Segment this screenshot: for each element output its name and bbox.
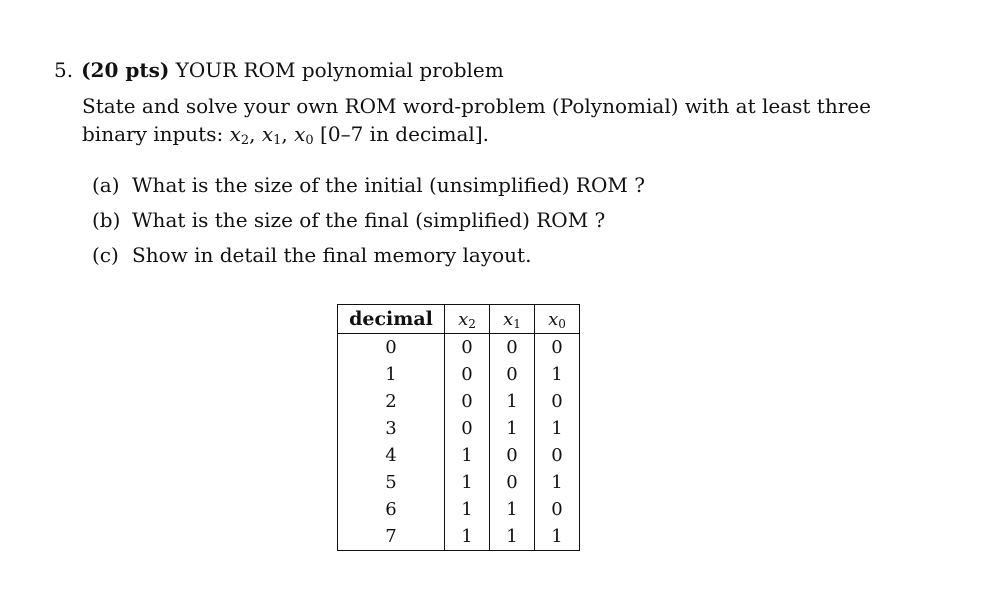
truth-table (337, 304, 580, 551)
truth-table-wrapper (337, 304, 580, 551)
sub-questions (92, 168, 934, 273)
cell-decimal: 6 (338, 496, 445, 523)
problem-number: 5. (54, 58, 74, 82)
cell-x2: 1 (445, 496, 490, 523)
table-row (338, 361, 580, 388)
cell-x0: 1 (535, 415, 580, 442)
sub-question-b (92, 203, 934, 238)
cell-x1: 1 (490, 415, 535, 442)
cell-decimal: 3 (338, 415, 445, 442)
table-header-row (338, 305, 580, 334)
cell-x1: 0 (490, 361, 535, 388)
sub-question-text: What is the size of the final (simplified) ROM ? (132, 208, 606, 232)
cell-x0: 0 (535, 496, 580, 523)
cell-x1: 1 (490, 523, 535, 551)
cell-decimal: 1 (338, 361, 445, 388)
header-x0: $x_0$ (535, 305, 580, 334)
problem-statement: State and solve your own ROM word-problem (Polynomial) with at least three binary inputs: $x_2$, $x_1$, $x_0$ [0–7 in decimal]. (82, 94, 871, 148)
cell-x0: 1 (535, 469, 580, 496)
cell-x2: 0 (445, 388, 490, 415)
sub-question-tag: (c) (92, 243, 119, 267)
problem-heading (54, 56, 934, 84)
statement-text-1: State and solve your own ROM word-problem (Polynomial) with at least three binary inputs: (82, 94, 871, 146)
input-var-x2: $x_2$ (229, 122, 250, 148)
cell-x2: 1 (445, 523, 490, 551)
cell-decimal: 0 (338, 334, 445, 362)
sub-question-text: Show in detail the final memory layout. (132, 243, 532, 267)
sub-question-tag: (a) (92, 173, 120, 197)
header-x2: $x_2$ (445, 305, 490, 334)
problem-title: YOUR ROM polynomial problem (175, 58, 504, 82)
cell-x0: 0 (535, 334, 580, 362)
cell-x0: 0 (535, 442, 580, 469)
statement-text-2: [0–7 in decimal]. (313, 122, 489, 146)
table-row (338, 523, 580, 551)
problem-block (54, 56, 934, 273)
sub-question-text: What is the size of the initial (unsimplified) ROM ? (132, 173, 645, 197)
cell-decimal: 7 (338, 523, 445, 551)
table-row (338, 334, 580, 362)
cell-x0: 0 (535, 388, 580, 415)
sub-question-a (92, 168, 934, 203)
input-var-x0: $x_0$ (294, 122, 314, 148)
cell-decimal: 2 (338, 388, 445, 415)
problem-points: (20 pts) (81, 58, 170, 82)
input-var-x1: $x_1$ (261, 122, 282, 148)
sub-question-c (92, 238, 934, 273)
cell-x0: 1 (535, 523, 580, 551)
cell-x1: 0 (490, 334, 535, 362)
cell-x1: 1 (490, 388, 535, 415)
table-row (338, 496, 580, 523)
cell-decimal: 5 (338, 469, 445, 496)
cell-x1: 0 (490, 469, 535, 496)
cell-x0: 1 (535, 361, 580, 388)
cell-x1: 1 (490, 496, 535, 523)
table-row (338, 442, 580, 469)
table-row (338, 388, 580, 415)
sub-question-tag: (b) (92, 208, 121, 232)
cell-x2: 0 (445, 361, 490, 388)
cell-x2: 1 (445, 442, 490, 469)
table-row (338, 469, 580, 496)
header-decimal: decimal (338, 305, 445, 334)
cell-decimal: 4 (338, 442, 445, 469)
table-row (338, 415, 580, 442)
cell-x2: 0 (445, 334, 490, 362)
cell-x2: 1 (445, 469, 490, 496)
cell-x1: 0 (490, 442, 535, 469)
header-x1: $x_1$ (490, 305, 535, 334)
cell-x2: 0 (445, 415, 490, 442)
